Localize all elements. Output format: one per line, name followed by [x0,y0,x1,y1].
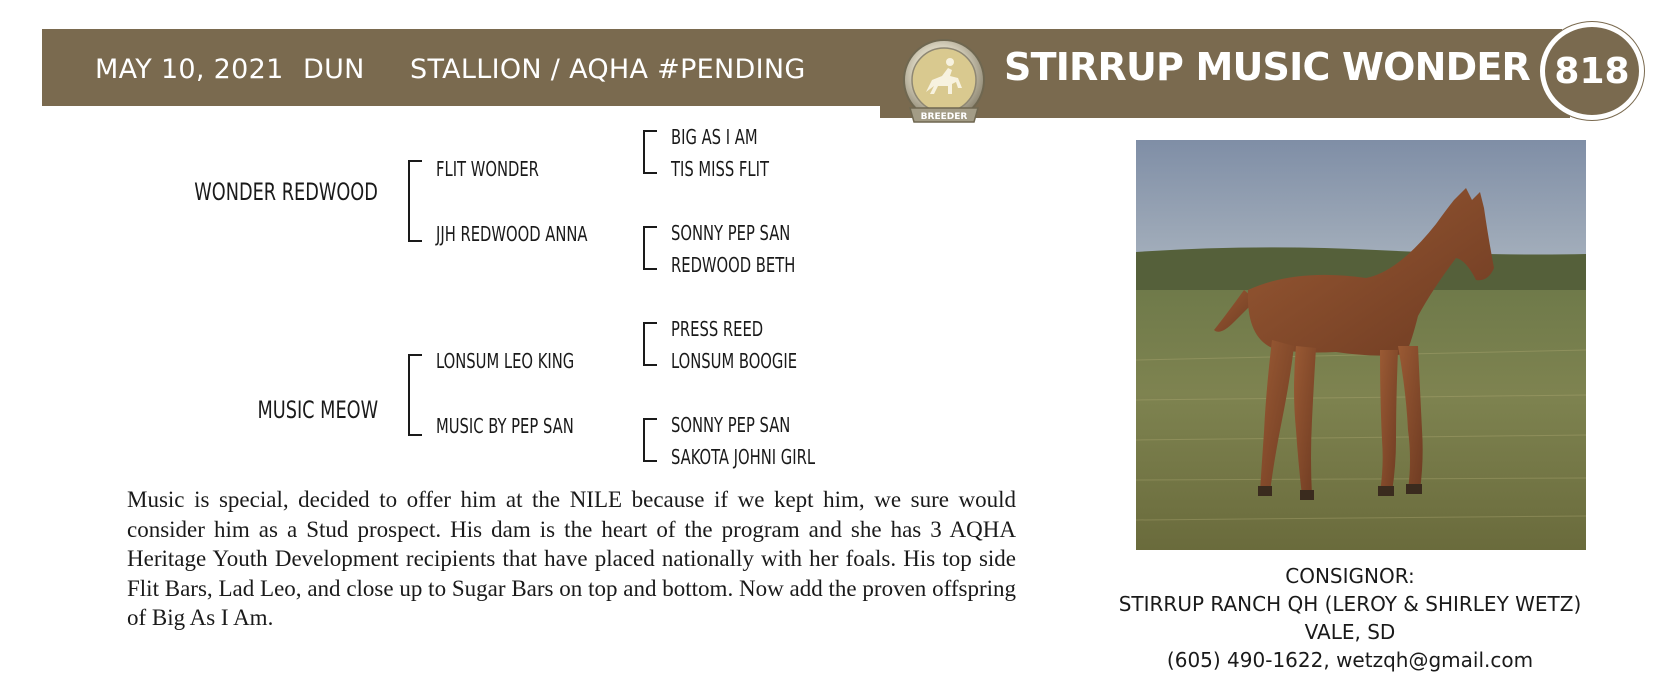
pedigree-sire-dam: JJH REDWOOD ANNA [436,222,588,246]
pedigree-dam-sire: LONSUM LEO KING [436,349,575,373]
consignor-email-link[interactable]: wetzqh@gmail.com [1336,648,1534,672]
pedigree-bracket [408,354,422,436]
birth-date: MAY 10, 2021 [95,54,284,85]
sex-registration: STALLION / AQHA #PENDING [410,54,806,85]
pedigree-dam-dam-sire: SONNY PEP SAN [671,413,791,437]
pedigree-sire: WONDER REDWOOD [194,178,378,206]
pedigree-bracket [408,160,422,242]
breeder-seal-icon [898,36,990,134]
pedigree-sire-sire: FLIT WONDER [436,157,539,181]
pedigree-dam-sire-dam: LONSUM BOOGIE [671,349,798,373]
pedigree-sire-dam-dam: REDWOOD BETH [671,253,796,277]
consignor-block [1060,562,1640,674]
consignor-contact [1060,646,1640,674]
pedigree-dam: MUSIC MEOW [257,396,378,424]
lot-number-badge [1540,22,1644,120]
pedigree-sire-sire-dam: TIS MISS FLIT [671,157,769,181]
lot-number: 818 [1554,50,1630,92]
horse-name-title: STIRRUP MUSIC WONDER [1004,45,1530,89]
consignor-location: VALE, SD [1304,620,1396,644]
pedigree-dam-dam: MUSIC BY PEP SAN [436,414,574,438]
consignor-label: CONSIGNOR: [1285,564,1415,588]
horse-photo [1136,140,1586,550]
seal-label: BREEDER [920,112,968,122]
consignor-name: STIRRUP RANCH QH (LEROY & SHIRLEY WETZ) [1118,592,1582,616]
pedigree-sire-dam-sire: SONNY PEP SAN [671,221,791,245]
pedigree-sire-sire-sire: BIG AS I AM [671,125,758,149]
horse-description: Music is special, decided to offer him at the NILE because if we kept him, we sure would consider him as a Stud prospect. His dam is the heart of the program and she has 3 AQHA Heritage Youth Development recipients that have placed nationally with her foals. His top side Flit Bars, Lad Leo, and close up to Sugar Bars on top and bottom. Now add the proven offspring of Big As I Am. [127,487,1016,630]
pedigree-bracket [643,226,657,270]
pedigree-dam-sire-sire: PRESS REED [671,317,764,341]
horse-color: DUN [303,54,365,85]
pedigree-bracket [643,322,657,366]
pedigree-bracket [643,130,657,174]
pedigree-bracket [643,418,657,462]
consignor-phone: (605) 490-1622, [1166,648,1330,672]
pedigree-dam-dam-dam: SAKOTA JOHNI GIRL [671,445,816,469]
